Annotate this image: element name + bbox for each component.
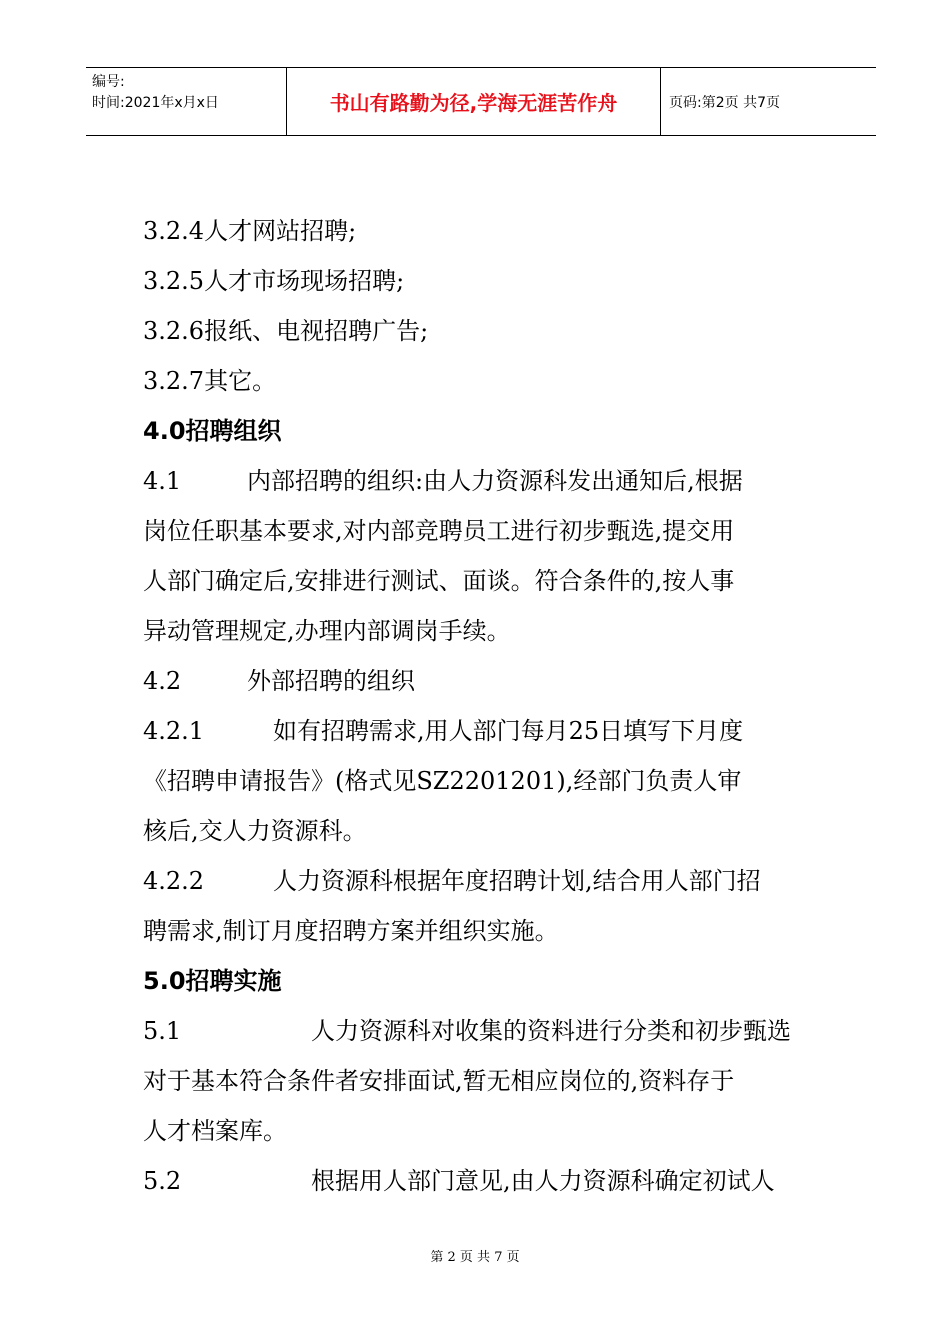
document-time-label: 时间:2021年x月x日 [92, 95, 219, 111]
clause-number: 5.1 [143, 1017, 182, 1045]
paragraph-text: 根据用人部门意见,由人力资源科确定初试人 [311, 1167, 775, 1195]
paragraph-line: 聘需求,制订月度招聘方案并组织实施。 [143, 917, 559, 945]
paragraph-line: 核后,交人力资源科。 [143, 817, 367, 845]
paragraph-text: 如有招聘需求,用人部门每月25日填写下月度 [273, 717, 744, 745]
paragraph-line: 异动管理规定,办理内部调岗手续。 [143, 617, 511, 645]
paragraph-line: 人才档案库。 [143, 1117, 287, 1145]
clause-number: 4.1 [143, 467, 182, 495]
document-header [86, 67, 876, 136]
paragraph-text: 人力资源科对收集的资料进行分类和初步甄选 [311, 1017, 791, 1045]
paragraph-text: 内部招聘的组织:由人力资源科发出通知后,根据 [247, 467, 743, 495]
section-heading-5: 5.0招聘实施 [143, 967, 282, 995]
header-page-cell [661, 68, 876, 135]
paragraph-line [143, 1006, 823, 1056]
paragraph-line [143, 856, 823, 906]
header-meta-cell [86, 68, 287, 135]
section-heading-4: 4.0招聘组织 [143, 417, 282, 445]
paragraph-line: 人部门确定后,安排进行测试、面谈。符合条件的,按人事 [143, 567, 735, 595]
paragraph-line [143, 706, 823, 756]
paragraph-line [143, 656, 823, 706]
paragraph-line: 岗位任职基本要求,对内部竞聘员工进行初步甄选,提交用 [143, 517, 735, 545]
clause-number: 5.2 [143, 1167, 182, 1195]
list-item: 3.2.4人才网站招聘; [143, 217, 357, 245]
paragraph-text: 人力资源科根据年度招聘计划,结合用人部门招 [273, 867, 761, 895]
paragraph-line: 对于基本符合条件者安排面试,暂无相应岗位的,资料存于 [143, 1067, 735, 1095]
clause-number: 4.2.2 [143, 867, 205, 895]
document-body [143, 206, 823, 1206]
list-item: 3.2.5人才市场现场招聘; [143, 267, 405, 295]
clause-number: 4.2.1 [143, 717, 205, 745]
page-footer: 第 2 页 共 7 页 [430, 1250, 520, 1265]
header-motto-cell [287, 68, 661, 135]
header-page-number: 页码:第2页 共7页 [669, 94, 780, 111]
document-id-label: 编号: [92, 74, 125, 90]
clause-number: 4.2 [143, 667, 182, 695]
paragraph-line: 《招聘申请报告》(格式见SZ2201201),经部门负责人审 [143, 767, 742, 795]
list-item: 3.2.7其它。 [143, 367, 277, 395]
paragraph-line [143, 1156, 823, 1206]
list-item: 3.2.6报纸、电视招聘广告; [143, 317, 429, 345]
header-motto: 书山有路勤为径,学海无涯苦作舟 [329, 91, 618, 115]
paragraph-line [143, 456, 823, 506]
paragraph-text: 外部招聘的组织 [247, 667, 415, 695]
